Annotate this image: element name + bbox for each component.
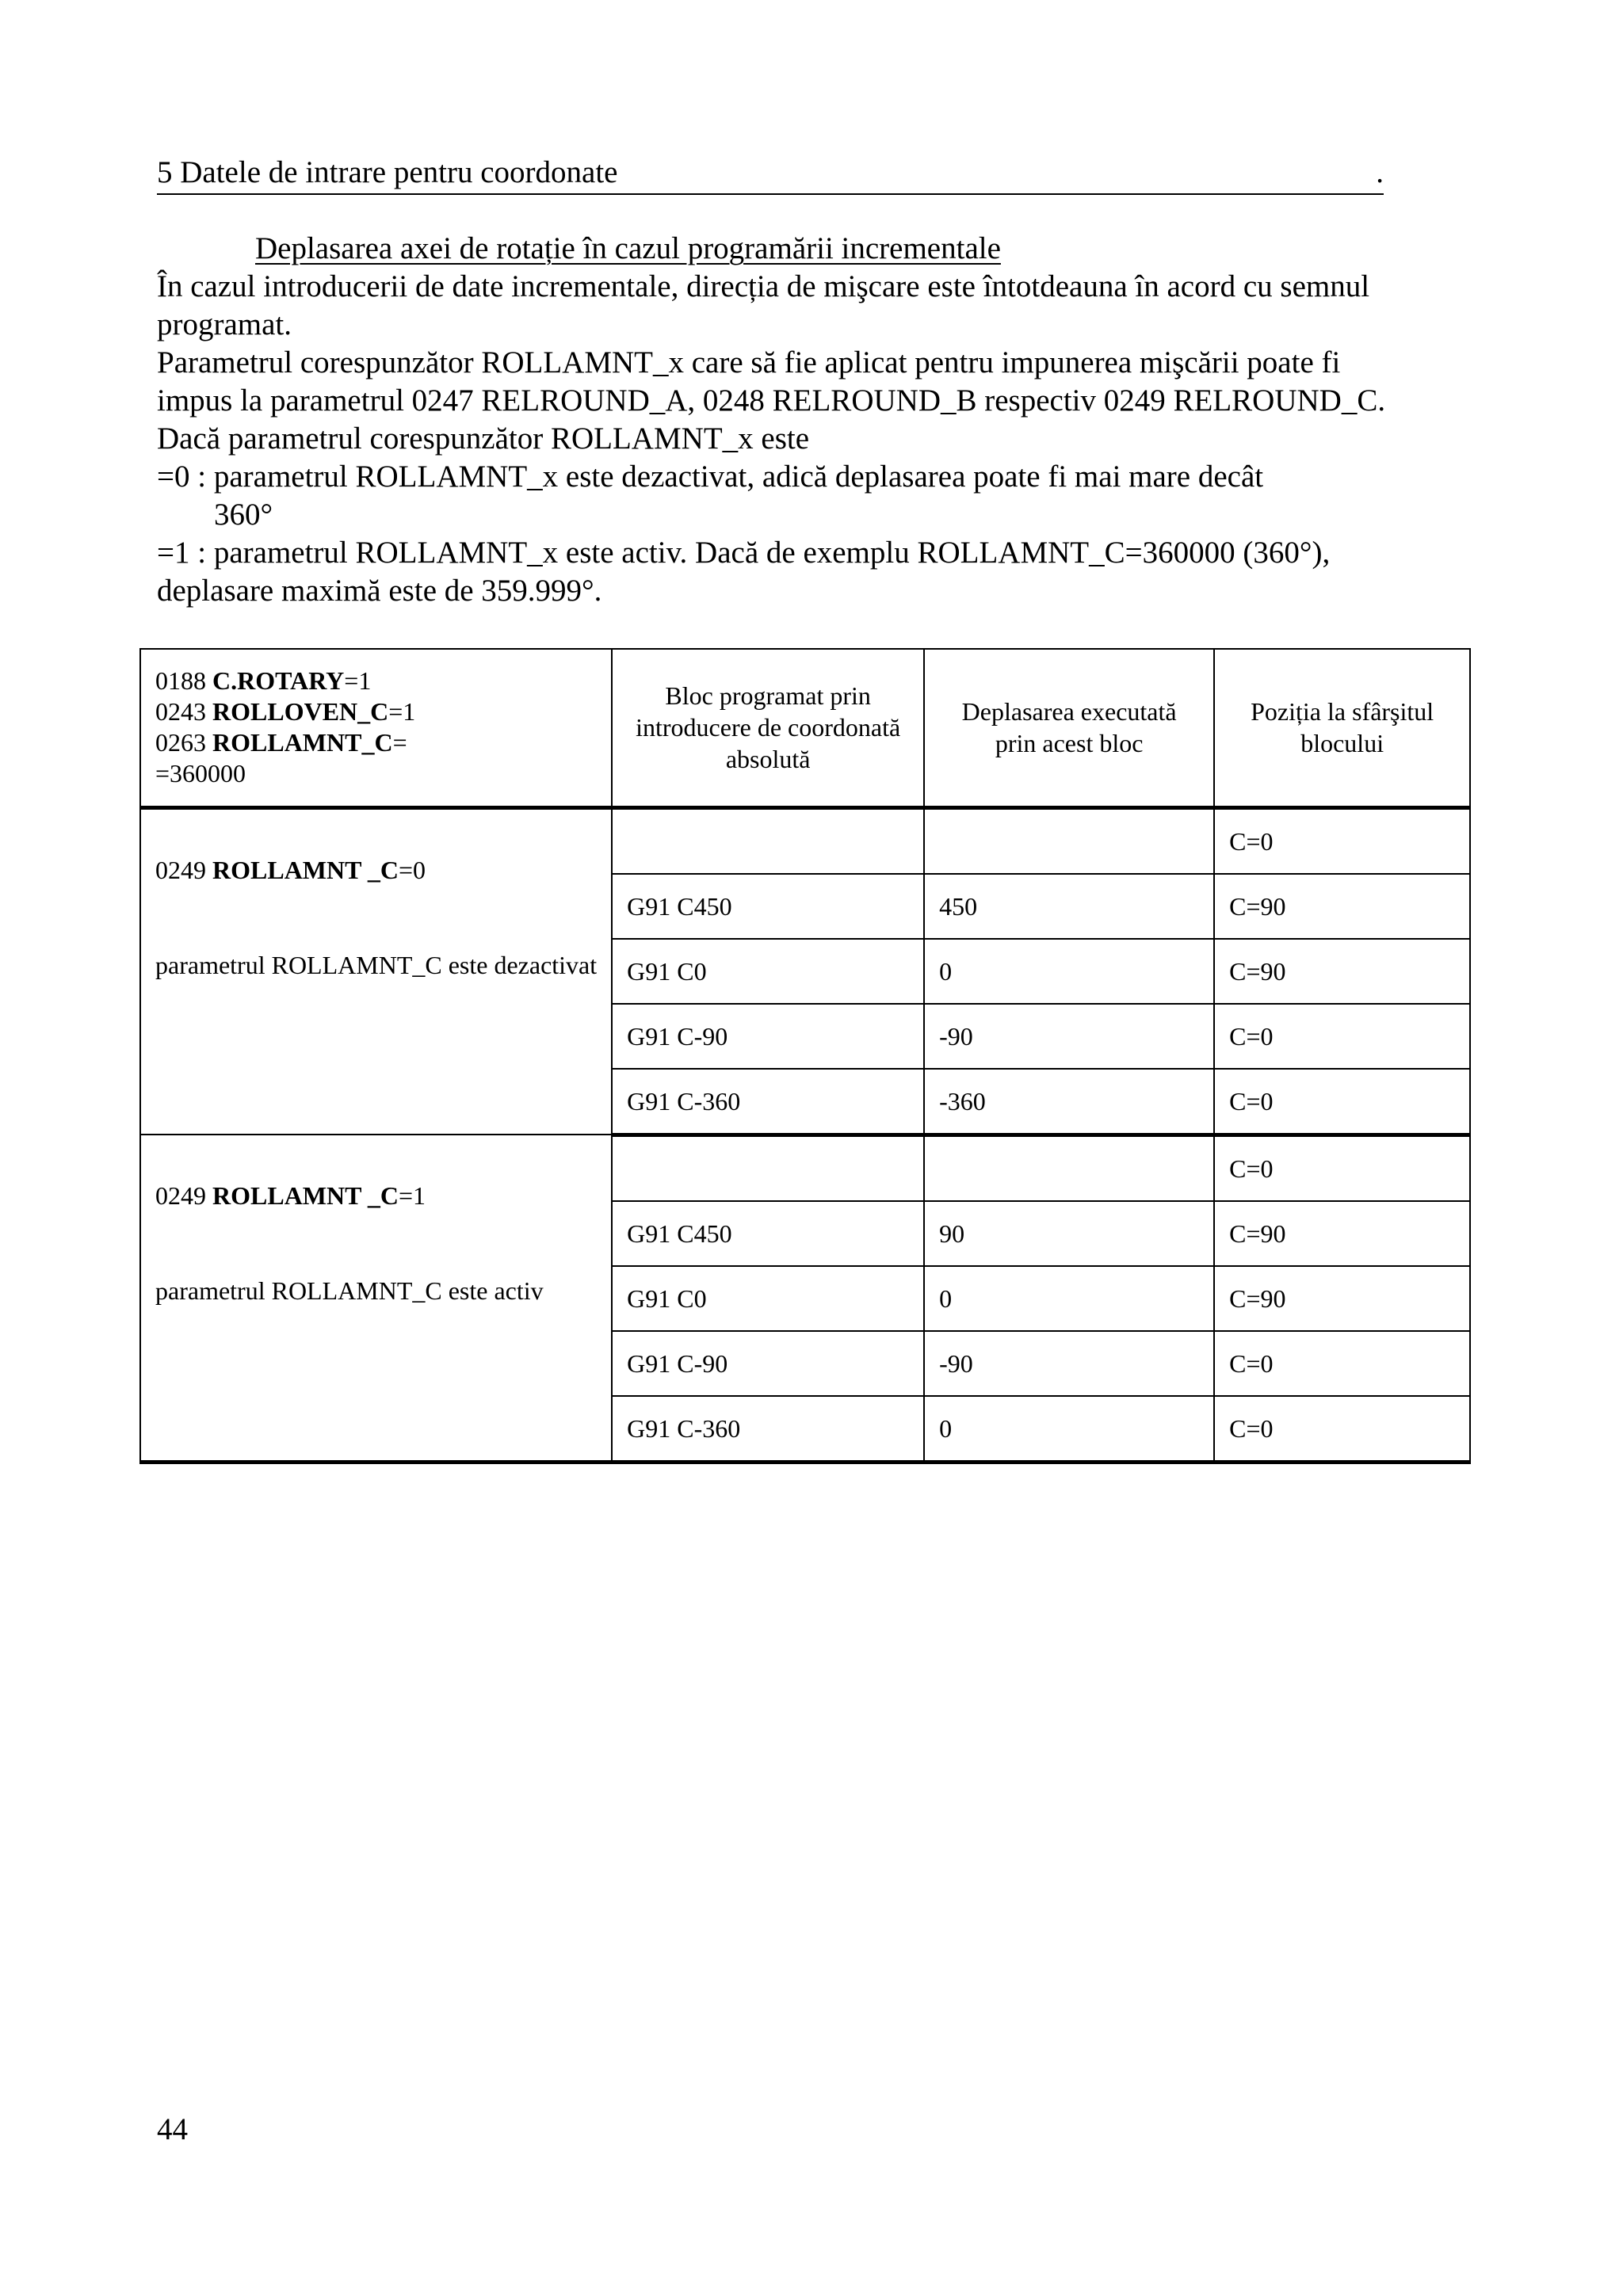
position-cell: C=90: [1214, 874, 1470, 939]
movement-cell: 90: [924, 1201, 1214, 1266]
block-cell: G91 C450: [612, 874, 924, 939]
movement-cell: -90: [924, 1004, 1214, 1069]
body-text: [157, 268, 1393, 610]
group-param-name: ROLLAMNT _C: [212, 855, 399, 884]
initial-position-cell: C=0: [1214, 1135, 1470, 1201]
config-line4-value: =360000: [155, 759, 246, 788]
config-line1-param: C.ROTARY: [212, 666, 345, 696]
paragraph-incremental-direction: În cazul introducerii de date incrementale, direcția de mişcare este întotdeauna în acord cu semnul programat.: [157, 269, 1370, 341]
movement-cell: 0: [924, 1396, 1214, 1463]
table-row: [140, 807, 1470, 874]
empty-cell: [924, 1135, 1214, 1201]
paragraph-option-zero-continuation: 360°: [214, 498, 273, 532]
empty-cell: [924, 807, 1214, 874]
position-cell: C=0: [1214, 1396, 1470, 1463]
movement-cell: 0: [924, 939, 1214, 1004]
block-cell: G91 C-360: [612, 1069, 924, 1135]
empty-cell: [612, 1135, 924, 1201]
paragraph-option-one: =1 : parametrul ROLLAMNT_x este activ. Dacă de exemplu ROLLAMNT_C=360000 (360°), deplasare maximă este de 359.999°.: [157, 536, 1331, 608]
page-header: [157, 152, 1384, 195]
position-cell: C=0: [1214, 1069, 1470, 1135]
position-cell: C=0: [1214, 1004, 1470, 1069]
table-row: [140, 1135, 1470, 1201]
group-param-number: 0249: [155, 1181, 212, 1210]
group-param-value: =0: [398, 855, 426, 884]
group-note: parametrul ROLLAMNT_C este activ: [155, 1276, 544, 1305]
movement-cell: -360: [924, 1069, 1214, 1135]
block-cell: G91 C-90: [612, 1004, 924, 1069]
block-cell: G91 C-90: [612, 1331, 924, 1396]
block-cell: G91 C-360: [612, 1396, 924, 1463]
movement-cell: -90: [924, 1331, 1214, 1396]
empty-cell: [612, 807, 924, 874]
config-line1-value: =1: [344, 666, 372, 696]
position-cell: C=0: [1214, 1331, 1470, 1396]
block-column-header: Bloc programat prin introducere de coordonată absolută: [612, 649, 924, 807]
config-line1-number: 0188: [155, 666, 212, 696]
block-cell: G91 C450: [612, 1201, 924, 1266]
movement-column-header: Deplasarea executată prin acest bloc: [924, 649, 1214, 807]
config-line3-number: 0263: [155, 728, 212, 757]
config-header-cell: [140, 649, 612, 807]
block-cell: G91 C0: [612, 939, 924, 1004]
initial-position-cell: C=0: [1214, 807, 1470, 874]
group-param-number: 0249: [155, 855, 212, 884]
movement-cell: 450: [924, 874, 1214, 939]
group-param-name: ROLLAMNT _C: [212, 1181, 399, 1210]
table-header-row: [140, 649, 1470, 807]
header-title: 5 Datele de intrare pentru coordonate: [157, 155, 618, 189]
config-line2-value: =1: [388, 697, 416, 727]
paragraph-option-zero: =0 : parametrul ROLLAMNT_x este dezactivat, adică deplasarea poate fi mai mare decât: [157, 460, 1264, 494]
config-line2-number: 0243: [155, 697, 212, 727]
config-line3-value: =: [392, 728, 407, 757]
section-title: Deplasarea axei de rotație în cazul programării incrementale: [255, 231, 1001, 265]
config-line2-param: ROLLOVEN_C: [212, 697, 389, 727]
block-cell: G91 C0: [612, 1266, 924, 1331]
group-label-deactivated: [140, 807, 612, 1135]
position-cell: C=90: [1214, 1201, 1470, 1266]
header-dot: .: [1376, 155, 1384, 189]
position-column-header: Poziția la sfârşitul blocului: [1214, 649, 1470, 807]
group-note: parametrul ROLLAMNT_C este dezactivat: [155, 950, 598, 979]
rotary-axis-table: [139, 648, 1471, 1464]
paragraph-parameter-setting: Parametrul corespunzător ROLLAMNT_x care să fie aplicat pentru impunerea mişcării poate fi impus la parametrul 0247 RELROUND_A, 0248 RELROUND_B respectiv 0249 RELROUND_C. Dacă parametrul corespunzător ROLLAMNT_x este: [157, 345, 1386, 456]
group-param-value: =1: [398, 1181, 426, 1210]
config-line3-param: ROLLAMNT_C: [212, 728, 393, 757]
group-label-active: [140, 1135, 612, 1462]
position-cell: C=90: [1214, 939, 1470, 1004]
movement-cell: 0: [924, 1266, 1214, 1331]
position-cell: C=90: [1214, 1266, 1470, 1331]
page-number: 44: [157, 2112, 188, 2146]
